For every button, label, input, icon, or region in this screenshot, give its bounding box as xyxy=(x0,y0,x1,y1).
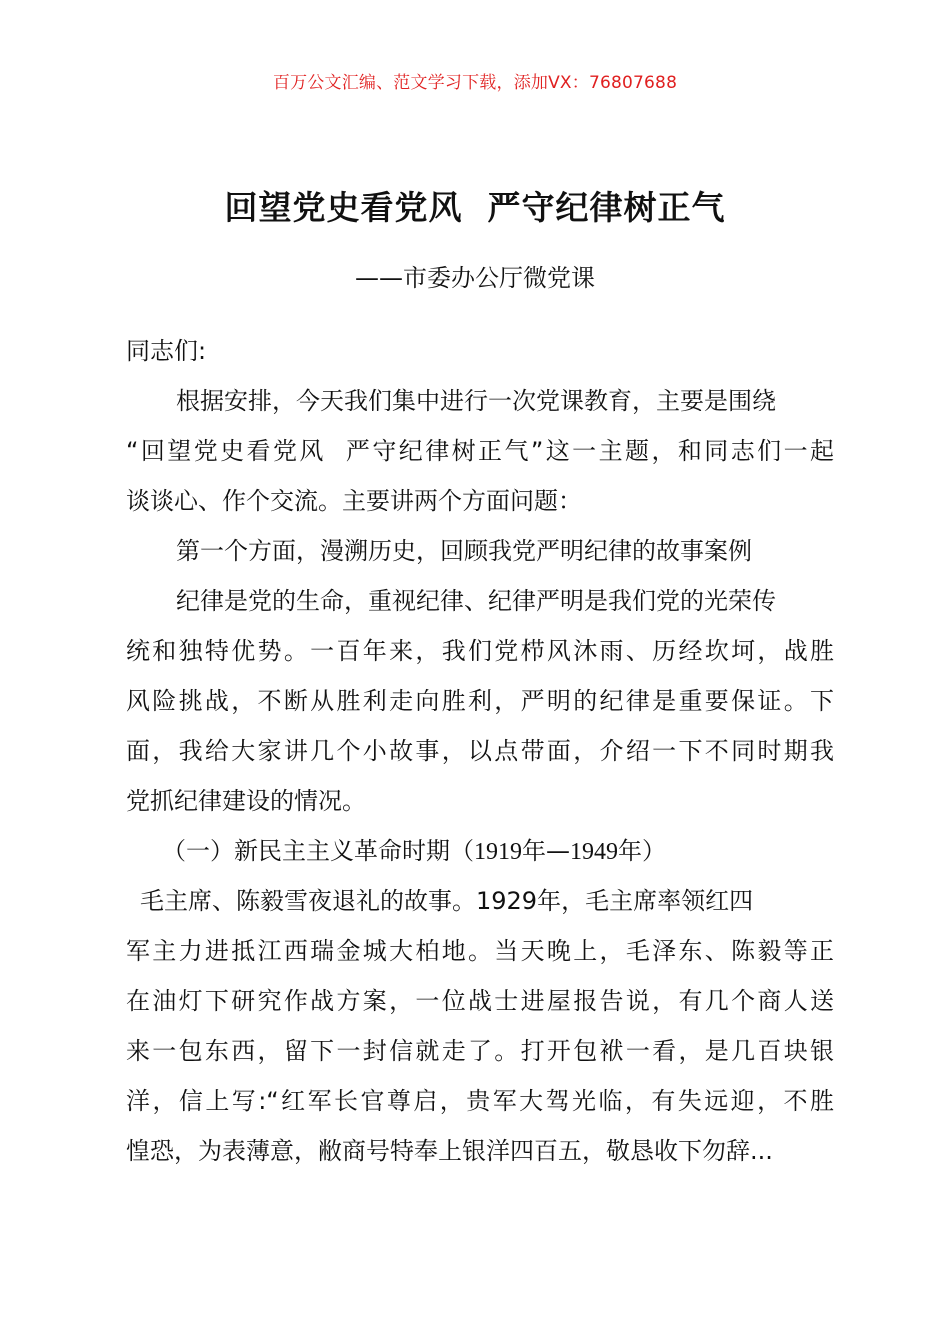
paragraph-3-line-4: 来一包东西，留下一封信就走了。打开包袱一看，是几百块银 xyxy=(126,1037,834,1065)
period-heading xyxy=(126,826,834,876)
paragraph-3-line-2: 军主力进抵江西瑞金城大柏地。当天晚上，毛泽东、陈毅等正 xyxy=(126,937,834,965)
header-note: 百万公文汇编、范文学习下载，添加VX：76807688 xyxy=(272,73,678,93)
period-heading-suffix: 年） xyxy=(618,837,666,865)
page-title: 回望党史看党风 严守纪律树正气 xyxy=(224,188,726,227)
paragraph-1-line-1: 根据安排，今天我们集中进行一次党课教育，主要是围绕 xyxy=(176,387,776,415)
document-body xyxy=(126,326,834,1176)
paragraph-3-line-1: 毛主席、陈毅雪夜退礼的故事。1929年，毛主席率领红四 xyxy=(140,887,754,915)
paragraph-3-line-3: 在油灯下研究作战方案，一位战士进屋报告说，有几个商人送 xyxy=(126,987,834,1015)
paragraph-2-line-1: 纪律是党的生命，重视纪律、纪律严明是我们党的光荣传 xyxy=(176,587,776,615)
period-heading-year-start: 1919 xyxy=(474,839,522,865)
paragraph-3-line-6: 惶恐，为表薄意，敝商号特奉上银洋四百五，敬恳收下勿辞... xyxy=(126,1137,773,1165)
paragraph-2-line-3: 风险挑战，不断从胜利走向胜利，严明的纪律是重要保证。下 xyxy=(126,687,834,715)
paragraph-2-line-5: 党抓纪律建设的情况。 xyxy=(126,787,366,815)
greeting: 同志们: xyxy=(126,337,207,365)
paragraph-3-line-5: 洋，信上写:“红军长官尊启，贵军大驾光临，有失远迎，不胜 xyxy=(126,1087,834,1115)
paragraph-2-line-4: 面，我给大家讲几个小故事，以点带面，介绍一下不同时期我 xyxy=(126,737,834,765)
paragraph-1-line-2: “回望党史看党风 严守纪律树正气”这一主题，和同志们一起 xyxy=(126,437,834,465)
period-heading-year-end: 1949 xyxy=(570,839,618,865)
paragraph-1-line-3: 谈谈心、作个交流。主要讲两个方面问题： xyxy=(126,487,582,515)
paragraph-2-line-2: 统和独特优势。一百年来，我们党栉风沐雨、历经坎坷，战胜 xyxy=(126,637,834,665)
page-subtitle: ——市委办公厅微党课 xyxy=(355,264,595,292)
section-1-heading: 第一个方面，漫溯历史，回顾我党严明纪律的故事案例 xyxy=(176,537,752,565)
period-heading-mid: 年— xyxy=(522,837,570,865)
period-heading-prefix: （一）新民主主义革命时期（ xyxy=(162,837,474,865)
